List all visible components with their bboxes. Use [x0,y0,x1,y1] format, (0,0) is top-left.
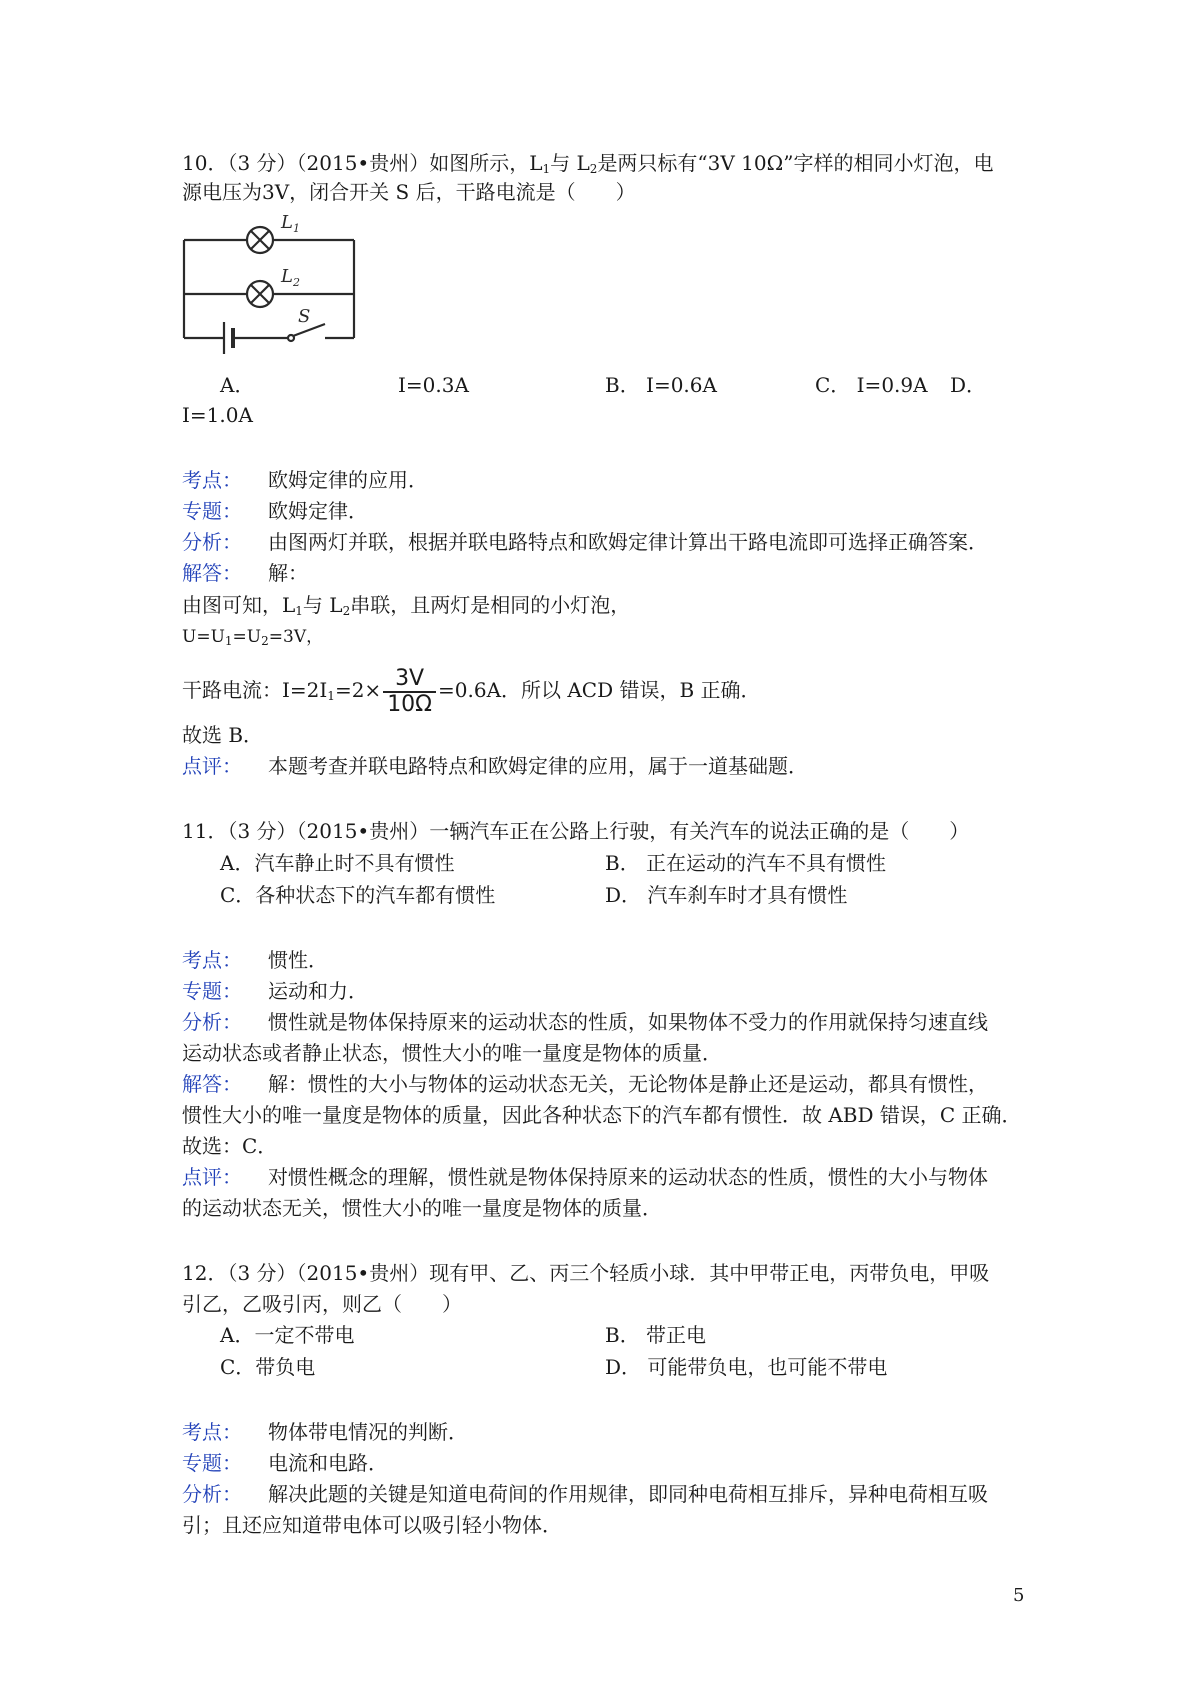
q11-kaodian [182,945,328,975]
solution-part: 串联，且两灯是相同的小灯泡， [350,593,631,617]
zhuanti-label: 专题： [182,1451,242,1475]
q12-zhuanti [182,1448,388,1478]
kaodian-label: 考点： [182,1420,242,1444]
subscript: 1 [295,604,303,618]
q10-option-c: C． I=0.9A [815,373,928,397]
dianping-text: 本题考查并联电路特点和欧姆定律的应用，属于一道基础题． [268,754,808,778]
fraction [383,667,436,717]
solution-part: =0.6A．所以 ACD 错误，B 正确． [438,678,761,702]
fenxi-text: 由图两灯并联，根据并联电路特点和欧姆定律计算出干路电流即可选择正确答案． [268,530,988,554]
q12-kaodian [182,1417,468,1447]
q11-jieda-cont: 惯性大小的唯一量度是物体的质量，因此各种状态下的汽车都有惯性．故 ABD 错误，C 正确． [182,1103,1022,1127]
kaodian-text: 物体带电情况的判断． [268,1420,468,1444]
q10-solution-line3 [182,662,761,718]
switch-label: S [298,306,311,327]
q10-jieda [182,558,308,588]
q11-jieda-cont2: 故选：C． [182,1134,278,1158]
zhuanti-label: 专题： [182,499,242,523]
subscript: 1 [224,634,233,648]
solution-part: 干路电流：I=2I [182,678,328,702]
kaodian-label: 考点： [182,468,242,492]
q10-option-b: B． I=0.6A [605,373,717,397]
subscript: 2 [342,604,351,618]
fenxi-label: 分析： [182,1482,242,1506]
q11-jieda [182,1069,988,1099]
q10-stem-line2: 源电压为3V，闭合开关 S 后，干路电流是（ ） [182,180,636,204]
q10-stem-part: 与 L [550,151,590,175]
q12-stem-line1: 12．（3 分）（2015•贵州）现有甲、乙、丙三个轻质小球．其中甲带正电，丙带负电，甲吸 [182,1261,990,1285]
page-number: 5 [1013,1585,1025,1606]
q11-option-a: A．汽车静止时不具有惯性 [220,851,455,875]
q10-zhuanti [182,496,368,526]
l1-label: $L_1$ [281,212,300,235]
kaodian-text: 欧姆定律的应用． [268,468,428,492]
q11-option-b: B． 正在运动的汽车不具有惯性 [605,851,887,875]
q12-option-d: D． 可能带负电，也可能不带电 [605,1355,888,1379]
q10-stem-part: 是两只标有“3V 10Ω”字样的相同小灯泡，电 [597,151,994,175]
q12-fenxi-cont: 引；且还应知道带电体可以吸引轻小物体． [182,1513,562,1537]
jieda-text: 解：惯性的大小与物体的运动状态无关，无论物体是静止还是运动，都具有惯性， [268,1072,988,1096]
l2-label: $L_2$ [281,266,300,289]
q10-solution-line2 [182,622,323,652]
dianping-text: 对惯性概念的理解，惯性就是物体保持原来的运动状态的性质，惯性的大小与物体 [268,1165,988,1189]
solution-part: =U [232,627,262,647]
q10-option-a-text: I=0.3A [398,373,469,397]
q10-solution-line4: 故选 B． [182,723,264,747]
q11-option-d: D． 汽车刹车时才具有惯性 [605,883,848,907]
solution-part: U=U [182,627,225,647]
solution-part: =3V， [268,627,324,647]
q10-stem-part: 10．（3 分）（2015•贵州）如图所示，L [182,151,543,175]
zhuanti-label: 专题： [182,979,242,1003]
fraction-numerator: 3V [383,667,436,693]
kaodian-text: 惯性． [268,948,328,972]
q11-fenxi [182,1007,988,1037]
solution-part: =2× [334,678,382,702]
solution-part: 与 L [302,593,343,617]
q11-fenxi-cont: 运动状态或者静止状态，惯性大小的唯一量度是物体的质量． [182,1041,722,1065]
fraction-denominator: 10Ω [387,691,432,717]
q10-option-a-letter: A． [220,373,255,397]
q10-option-d-text: I=1.0A [182,403,253,427]
dianping-label: 点评： [182,1165,242,1189]
q10-option-d-letter: D． [950,373,987,397]
jieda-label: 解答： [182,561,242,585]
q10-solution-line1 [182,590,630,620]
dianping-label: 点评： [182,754,242,778]
fenxi-text: 解决此题的关键是知道电荷间的作用规律，即同种电荷相互排斥，异种电荷相互吸 [268,1482,988,1506]
solution-part: 由图可知，L [182,593,296,617]
q12-fenxi [182,1479,988,1509]
zhuanti-text: 欧姆定律． [268,499,368,523]
circuit-diagram [180,210,360,360]
subscript: 2 [261,634,269,648]
q10-kaodian [182,465,428,495]
q12-option-a: A．一定不带电 [220,1323,355,1347]
fenxi-text: 惯性就是物体保持原来的运动状态的性质，如果物体不受力的作用就保持匀速直线 [268,1010,988,1034]
kaodian-label: 考点： [182,948,242,972]
zhuanti-text: 运动和力． [268,979,368,1003]
zhuanti-text: 电流和电路． [268,1451,388,1475]
q11-dianping-cont: 的运动状态无关，惯性大小的唯一量度是物体的质量． [182,1196,662,1220]
jieda-label: 解答： [182,1072,242,1096]
q10-fenxi [182,527,988,557]
q11-stem: 11．（3 分）（2015•贵州）一辆汽车正在公路上行驶，有关汽车的说法正确的是（ ） [182,819,970,843]
fenxi-label: 分析： [182,530,242,554]
q10-stem-line1 [182,148,993,178]
fenxi-label: 分析： [182,1010,242,1034]
q11-zhuanti [182,976,368,1006]
q12-stem-line2: 引乙，乙吸引丙，则乙（ ） [182,1292,462,1316]
q11-dianping [182,1162,988,1192]
jieda-text: 解： [268,561,308,585]
q10-dianping [182,751,808,781]
subscript: 1 [327,689,335,703]
q12-option-c: C．带负电 [220,1355,316,1379]
subscript: 2 [589,162,598,176]
q11-option-c: C．各种状态下的汽车都有惯性 [220,883,496,907]
subscript: 1 [542,162,551,176]
q12-option-b: B． 带正电 [605,1323,707,1347]
